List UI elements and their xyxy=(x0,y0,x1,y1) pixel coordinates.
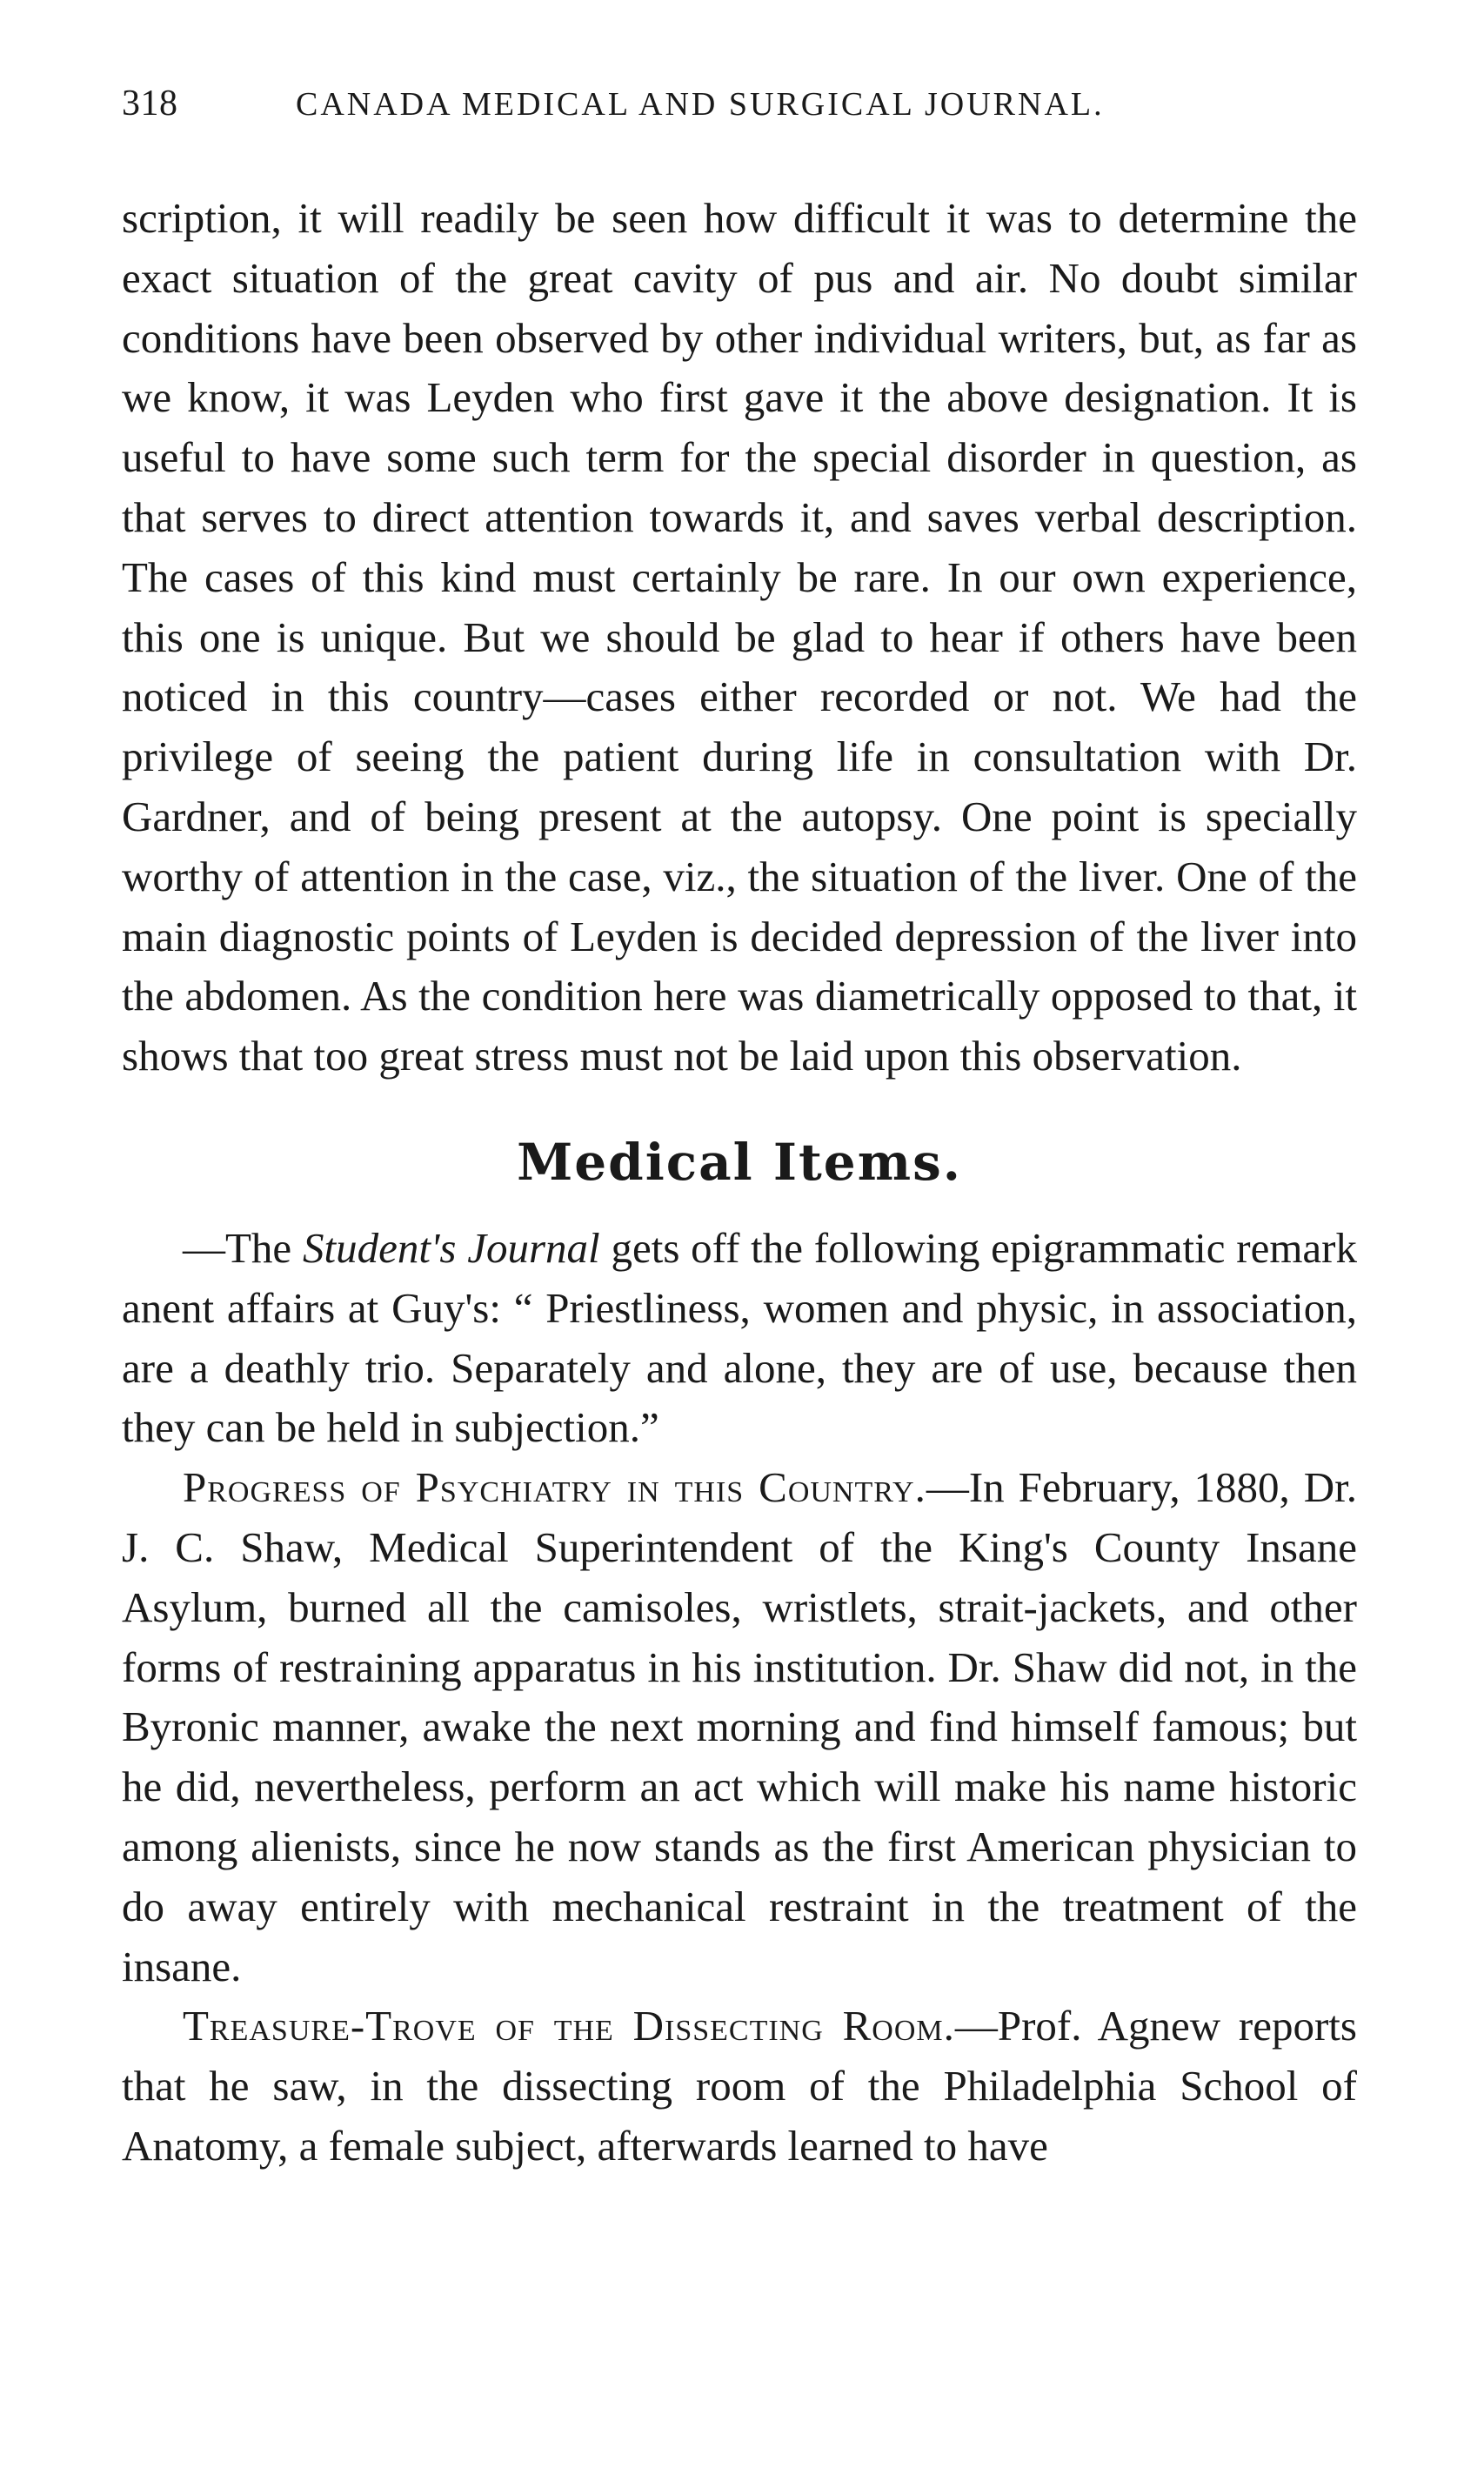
item-text: —Prof. Agnew reports that he saw, in the dissecting room of the Philadelphia School of Anatomy, a female subject, afterwards learned to have xyxy=(122,2002,1357,2170)
item-psychiatry xyxy=(122,1458,1357,1996)
item-prefix: —The xyxy=(183,1223,303,1272)
item-dissecting-room xyxy=(122,1996,1357,2176)
item-text: gets off the following epigrammatic remark anent affairs at Guy's: “ Priestliness, women and physic, in association, are a deathly trio. Separately and alone, they are of use, because then they can be held in subjection.” xyxy=(122,1223,1357,1452)
page-number: 318 xyxy=(122,84,178,124)
item-students-journal xyxy=(122,1219,1357,1458)
running-head xyxy=(122,83,1357,135)
section-heading: Medical Items. xyxy=(517,1132,962,1192)
item-lead: Progress of Psychiatry in this Country. xyxy=(183,1463,926,1512)
item-text: —In February, 1880, Dr. J. C. Shaw, Medical Superintendent of the King's County Insane Asylum, burned all the camisoles, wristlets, strait-jackets, and other forms of restraining apparatus in his institution. Dr. Shaw did not, in the Byronic manner, awake the next morning and find himself famous; but he did, nevertheless, perform an act which will make his name historic among alienists, since he now stands as the first American physician to do away entirely with mechanical restraint in the treatment of the insane. xyxy=(122,1463,1357,1990)
item-lead: Treasure-Trove of the Dissecting Room. xyxy=(183,2002,955,2050)
journal-title: CANADA MEDICAL AND SURGICAL JOURNAL. xyxy=(296,86,1105,123)
article-body xyxy=(122,189,1357,2177)
continued-paragraph: scription, it will readily be seen how difficult it was to determine the exact situation of the great cavity of pus and air. No doubt similar conditions have been observed by other individual writers, but, as far as we know, it was Leyden who first gave it the above designation. It is useful to have some such term for the special disorder in question, as that serves to direct attention towards it, and saves verbal description. The cases of this kind must certainly be rare. In our own experience, this one is unique. But we should be glad to hear if others have been noticed in this country—cases either recorded or not. We had the privilege of seeing the patient during life in consultation with Dr. Gardner, and of being present at the autopsy. One point is specially worthy of attention in the case, viz., the situation of the liver. One of the main diagnostic points of Leyden is decided depression of the liver into the abdomen. As the condition here was diametrically opposed to that, it shows that too great stress must not be laid upon this observation. xyxy=(122,194,1357,1080)
journal-page xyxy=(122,83,1357,2177)
publication-title: Student's Journal xyxy=(302,1223,600,1272)
